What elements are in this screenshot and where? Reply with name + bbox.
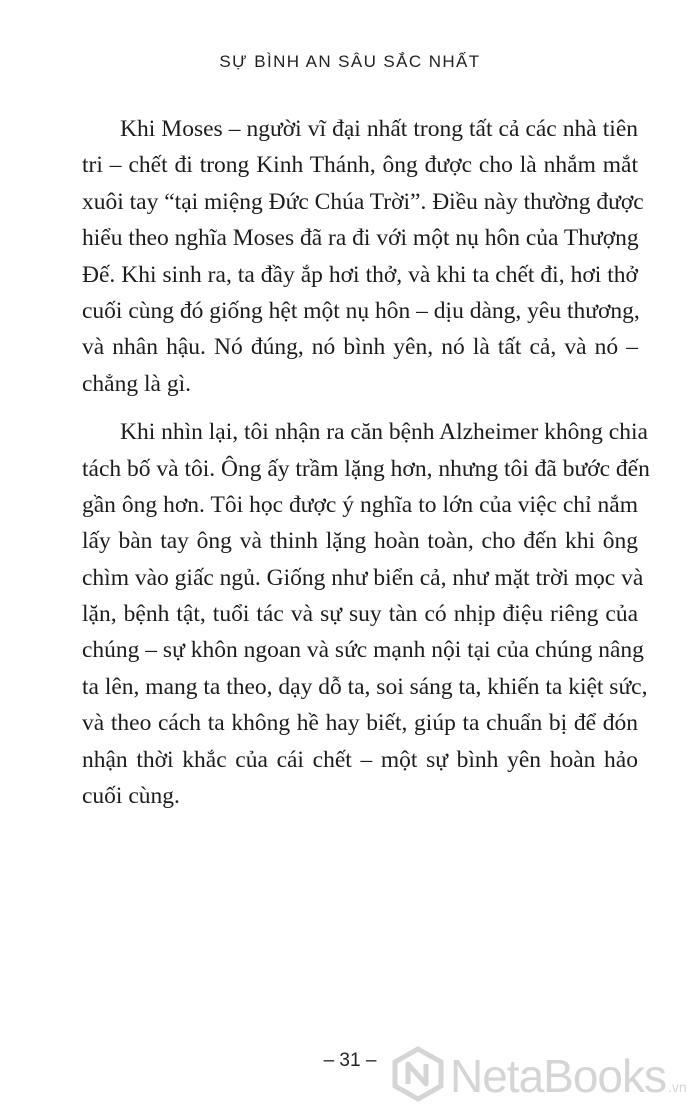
text-line: chìm vào giấc ngủ. Giống như biển cả, như mặt trời mọc và [82,564,644,591]
text-line: lặn, bệnh tật, tuổi tác và sự suy tàn có nhịp điệu riêng của [82,601,638,628]
text-line: và theo cách ta không hề hay biết, giúp ta chuẩn bị để đón [82,710,638,737]
text-line: cuối cùng. [82,783,180,810]
text-line: Khi Moses – người vĩ đại nhất trong tất cả các nhà tiên [120,116,638,142]
text-line: Khi nhìn lại, tôi nhận ra căn bệnh Alzheimer không chia [120,419,648,446]
watermark [392,1044,687,1108]
body-text [82,111,650,814]
running-title: SỰ BÌNH AN SÂU SẮC NHẤT [219,52,481,71]
watermark-suffix: .vn [668,1079,687,1095]
text-line: Đế. Khi sinh ra, ta đầy ắp hơi thở, và khi ta chết đi, hơi thở [82,261,638,288]
paragraph [82,414,650,814]
text-line: hiểu theo nghĩa Moses đã ra đi với một nụ hôn của Thượng [82,225,639,252]
text-line: cuối cùng đó giống hệt một nụ hôn – dịu dàng, yêu thương, [82,297,640,324]
text-line: và nhân hậu. Nó đúng, nó bình yên, nó là tất cả, và nó – [82,334,638,361]
text-line: lấy bàn tay ông và thinh lặng hoàn toàn, cho đến khi ông [82,528,638,555]
text-line: nhận thời khắc của cái chết – một sự bình yên hoàn hảo [82,746,638,773]
page-number: – 31 – [323,1050,377,1071]
text-line: ta lên, mang ta theo, dạy dỗ ta, soi sáng ta, khiến ta kiệt sức, [82,673,648,700]
text-line: gần ông hơn. Tôi học được ý nghĩa to lớn của việc chỉ nắm [82,491,638,518]
watermark-brand: NetaBooks [450,1050,667,1102]
text-line: chúng – sự khôn ngoan và sức mạnh nội tại của chúng nâng [82,637,644,664]
paragraph [82,111,644,402]
text-line: xuôi tay “tại miệng Đức Chúa Trời”. Điều này thường được [82,188,644,215]
text-line: tri – chết đi trong Kinh Thánh, ông được cho là nhắm mắt [82,152,638,179]
text-line: chẳng là gì. [82,370,191,397]
netabooks-logo-icon [392,1046,444,1107]
text-line: tách bố và tôi. Ông ấy trầm lặng hơn, nhưng tôi đã bước đến [82,455,650,482]
